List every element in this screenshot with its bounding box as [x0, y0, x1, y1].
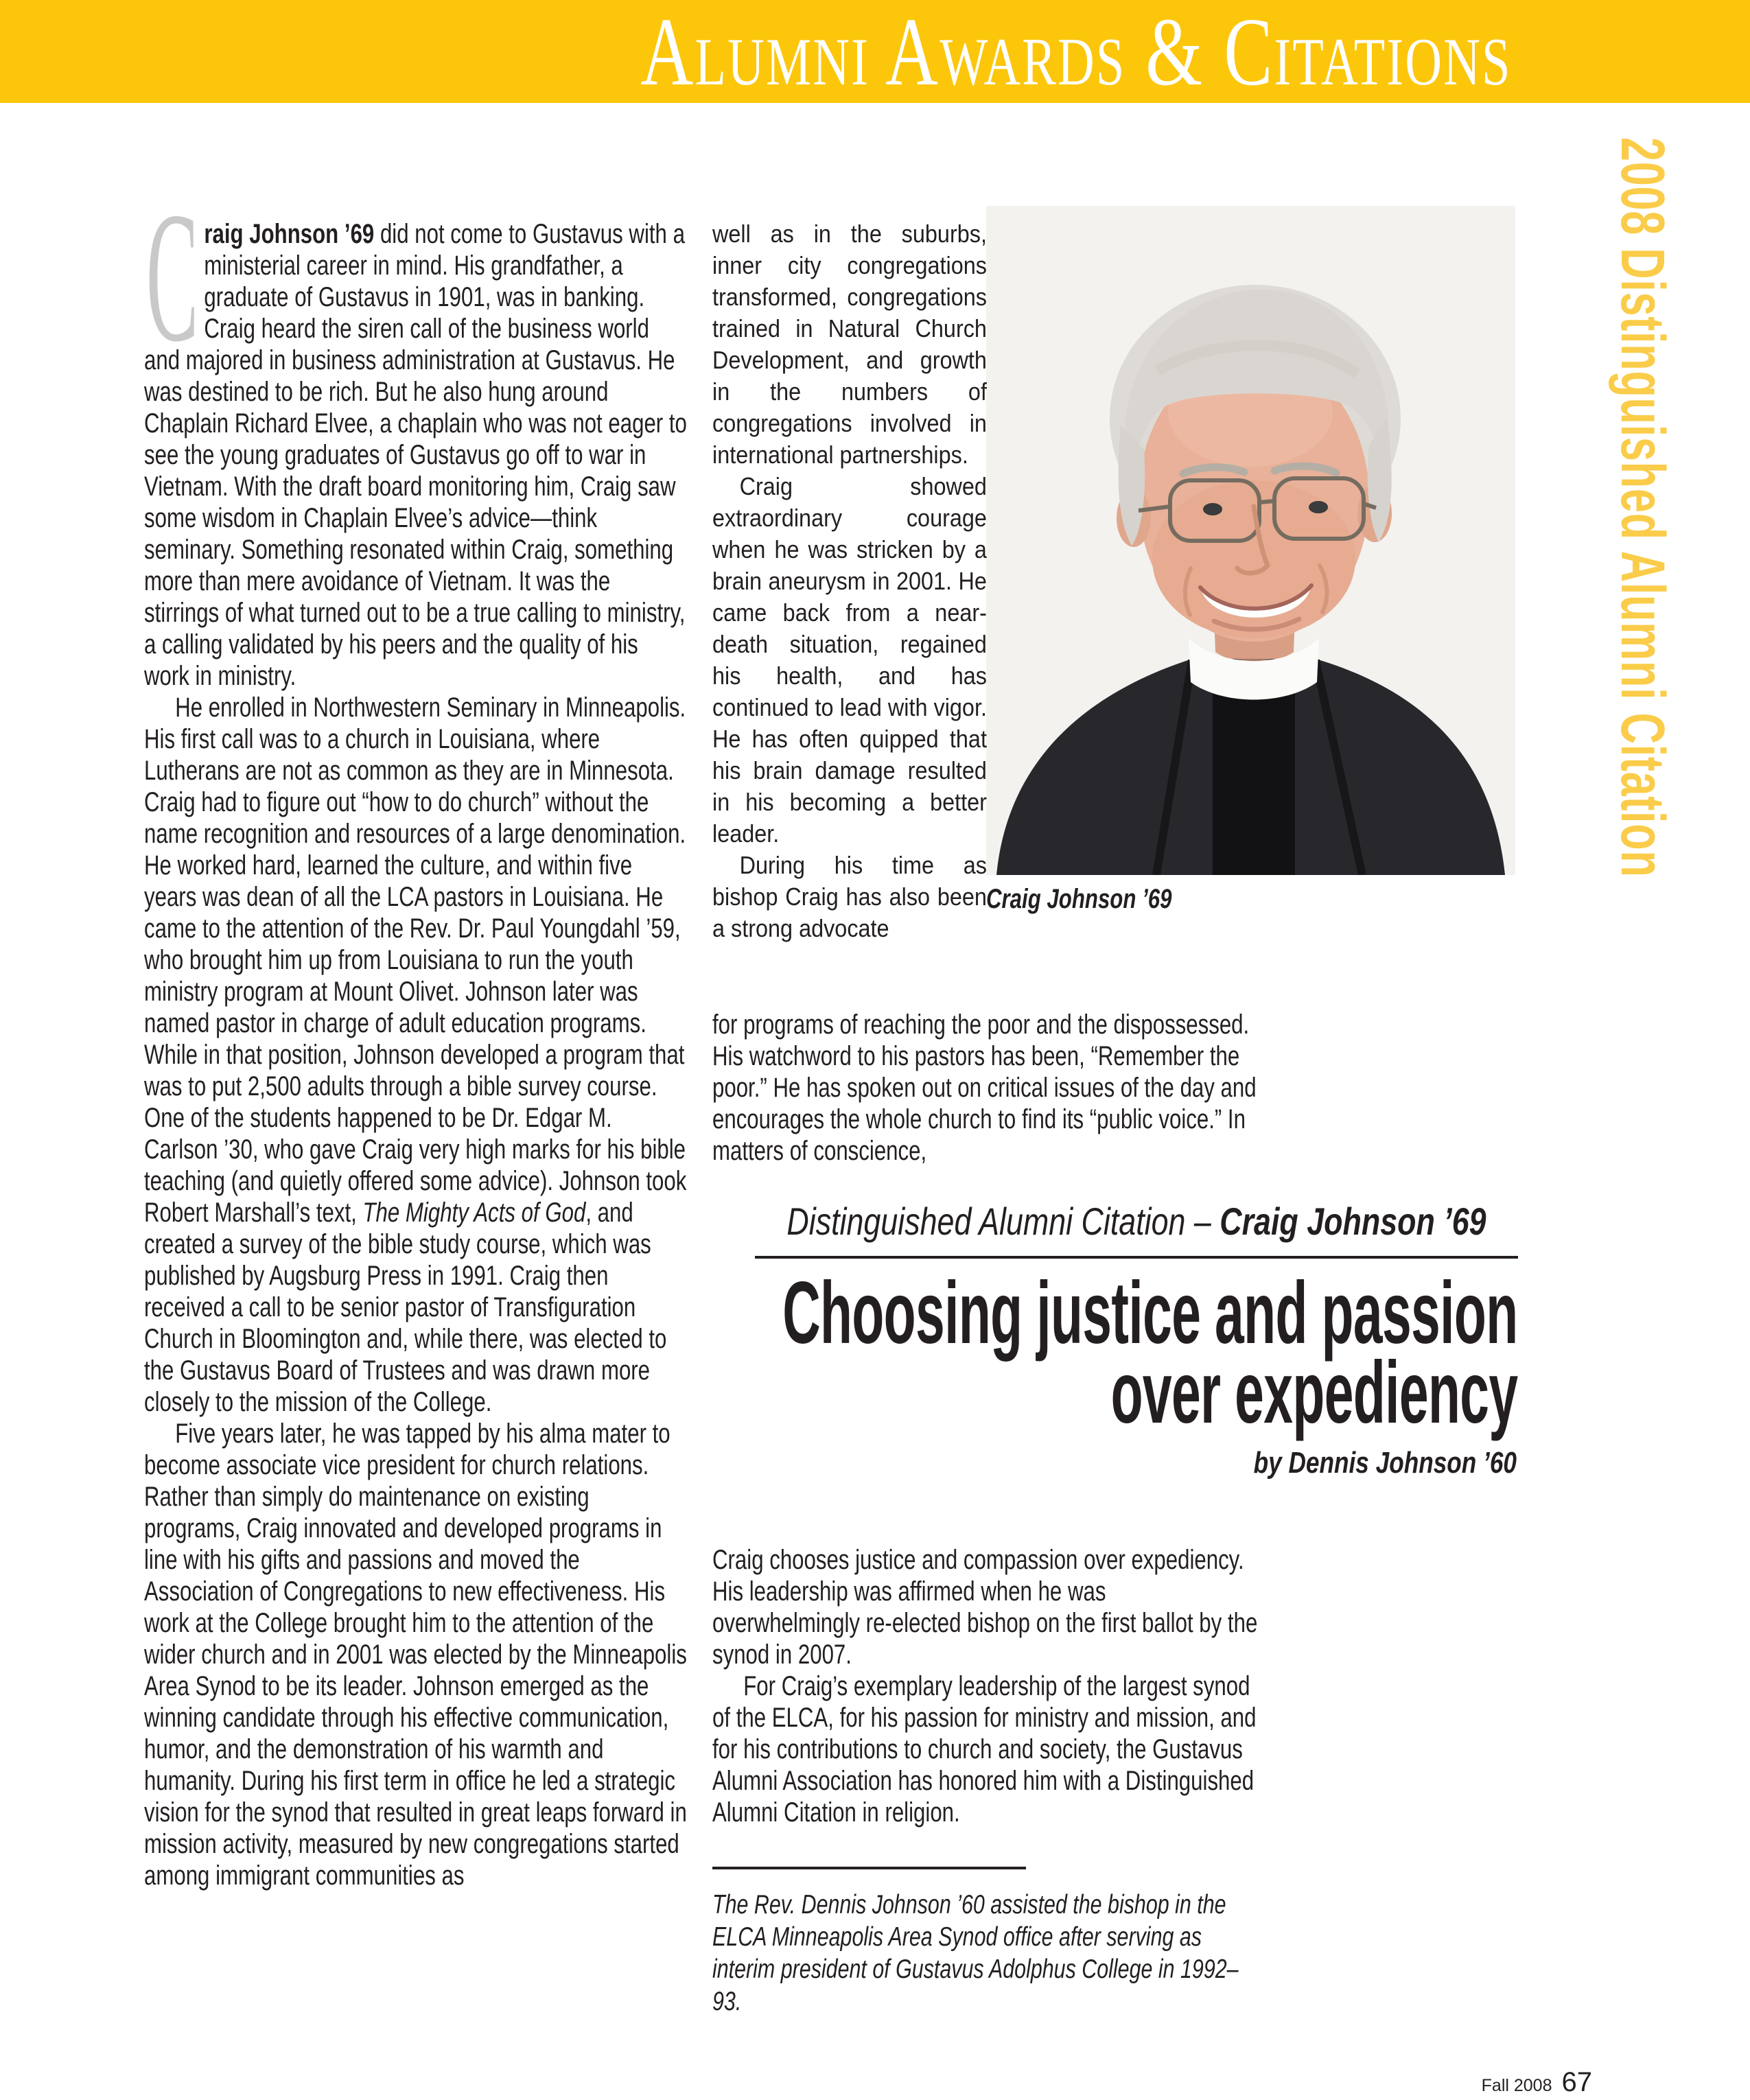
- article-column-left: [144, 218, 688, 1891]
- paragraph: Five years later, he was tapped by his alma mater to become associate vice president for church relations. Rather than simply do maintenance on existing programs, Craig innovated and developed programs in line with his gifts and passions and moved the Association of Congregations to new effectiveness. His work at the College brought him to the attention of the wider church and in 2001 was elected by the Minneapolis Area Synod to be its leader. Johnson emerged as the winning candidate through his effective communication, humor, and the demonstration of his warmth and humanity. During his first term in office he led a strategic vision for the synod that resulted in great leaps forward in mission activity, measured by new congregations started among immigrant communities as: [144, 1419, 687, 1891]
- paragraph: for programs of reaching the poor and the dispossessed. His watchword to his pastors has been, “Remember the poor.” He has spoken out on critical issues of the day and encourages the whole church to find its “public voice.” In matters of conscience,: [712, 1010, 1257, 1166]
- article-headline: [714, 1264, 1518, 1442]
- issue-label: Fall 2008: [1481, 2076, 1552, 2095]
- dropcap-spacer: [144, 218, 204, 343]
- paragraph: Craig showed extraordinary courage when he was stricken by a brain aneurysm in 2001. He came back from a near-death situation, regained his health, and has continued to lead with vigor. He has often quipped that his brain damage resulted in his becoming a better leader.: [712, 472, 987, 848]
- paragraph: [144, 692, 688, 1418]
- portrait-photo: [986, 206, 1515, 875]
- page-number: 67: [1561, 2067, 1592, 2097]
- book-title: The Mighty Acts of God: [362, 1198, 586, 1228]
- page-banner: [0, 0, 1750, 106]
- byline: by Dennis Johnson ’60: [1253, 1446, 1517, 1480]
- page-footer: [1455, 2067, 1592, 2098]
- footnote-rule: [712, 1867, 1026, 1869]
- headline-line-1: Choosing justice and passion: [782, 1264, 1518, 1362]
- paragraph: For Craig’s exemplary leadership of the largest synod of the ELCA, for his passion for ministry and mission, and for his contributions to church and society, the Gustavus Alumni Association has honored him with a Distinguished Alumni Citation in religion.: [712, 1671, 1257, 1828]
- paragraph: well as in the suburbs, inner city congregations transformed, congregations trained in Natural Church Development, and growth in the numbers of congregations involved in international partnerships.: [712, 220, 987, 469]
- article-column-lower: [712, 1544, 1259, 1828]
- kicker-rule: [755, 1256, 1518, 1259]
- footnote: [712, 1889, 1261, 2018]
- paragraph-text: He enrolled in Northwestern Seminary in Minneapolis. His first call was to a church in Louisiana, where Lutherans are not as common as they are in Minnesota. Craig had to figure out “how to do church” without the name recognition and resources of a large denomination. He worked hard, learned the culture, and within five years was dean of all the LCA pastors in Louisiana. He came to the attention of the Rev. Dr. Paul Youngdahl ’59, who brought him up from Louisiana to run the youth ministry program at Mount Olivet. Johnson later was named pastor in charge of adult education programs. While in that position, Johnson developed a program that was to put 2,500 adults through a bible survey course. One of the students happened to be Dr. Edgar M. Carlson ’30, who gave Craig very high marks for his bible teaching (and quietly offered some advice). Johnson took Robert Marshall’s text,: [144, 692, 687, 1228]
- portrait-illustration: [986, 206, 1515, 875]
- dropcap-letter: C: [146, 174, 199, 380]
- article-column-middle-narrow: [712, 218, 987, 944]
- lead-name: raig Johnson ’69: [204, 219, 375, 249]
- paragraph: During his time as bishop Craig has also been a strong advocate: [712, 851, 987, 942]
- photo-caption: Craig Johnson ’69: [986, 884, 1172, 914]
- paragraph-text: , and created a survey of the bible study course, which was published by Augsburg Press in 1991. Craig then received a call to be senior pastor of Transfiguration Church in Bloomington and, while there, was elected to the Gustavus Board of Trustees and was drawn more closely to the mission of the College.: [144, 1198, 667, 1417]
- headline-line-2: over expediency: [1110, 1344, 1518, 1442]
- paragraph: Craig chooses justice and compassion over expediency. His leadership was affirmed when he was overwhelmingly re-elected bishop on the first ballot by the synod in 2007.: [712, 1545, 1258, 1670]
- banner-title: Alumni Awards & Citations: [640, 0, 1512, 106]
- footnote-text: The Rev. Dennis Johnson ’60 assisted the bishop in the ELCA Minneapolis Area Synod office after serving as interim president of Gustavus Adolphus College in 1992–93.: [712, 1890, 1239, 2016]
- kicker-name: Craig Johnson ’69: [1220, 1200, 1486, 1243]
- article-column-middle-wide: [712, 1009, 1259, 1167]
- sidebar-vertical-label: 2008 Distinguished Alumni Citation: [1608, 137, 1677, 878]
- kicker-label: Distinguished Alumni Citation –: [786, 1200, 1220, 1243]
- paragraph: [144, 218, 688, 692]
- citation-kicker: [755, 1197, 1518, 1246]
- paragraph-text: did not come to Gustavus with a ministerial career in mind. His grandfather, a graduate of Gustavus in 1901, was in banking. Craig heard the siren call of the business world and majored in business administration at Gustavus. He was destined to be rich. But he also hung around Chaplain Richard Elvee, a chaplain who was not eager to see the young graduates of Gustavus go off to war in Vietnam. With the draft board monitoring him, Craig saw some wisdom in Chaplain Elvee’s advice—think seminary. Something resonated within Craig, something more than mere avoidance of Vietnam. It was the stirrings of what turned out to be a true calling to ministry, a calling validated by his peers and the quality of his work in ministry.: [144, 219, 687, 691]
